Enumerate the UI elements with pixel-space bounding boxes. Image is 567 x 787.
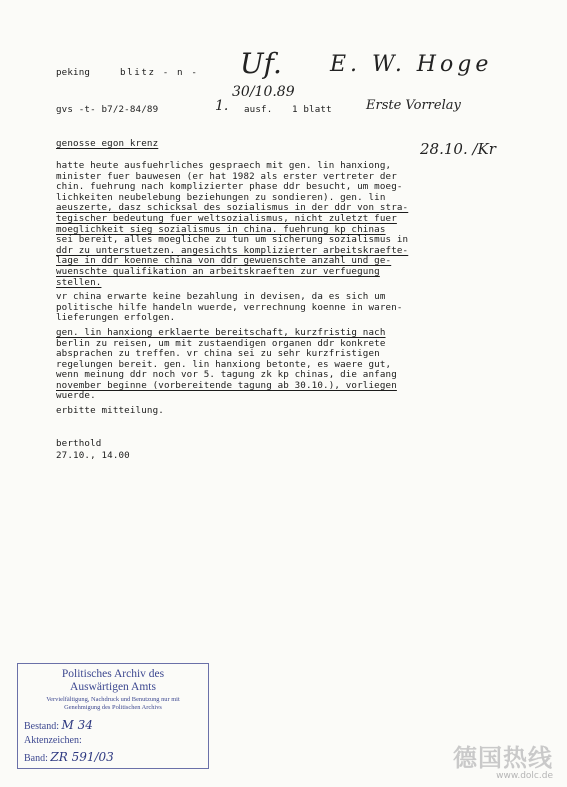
salutation: genosse egon krenz (56, 138, 159, 149)
body-line-text: berlin zu reisen, um mit zustaendigen organen ddr konkrete (56, 337, 386, 349)
stamp-notice (18, 696, 208, 712)
body-line (56, 278, 488, 289)
sender-name: berthold (56, 438, 102, 449)
body-line (56, 313, 488, 324)
header-priority: blitz - n - (120, 67, 199, 78)
body-line-text: lichkeiten neubelebung beziehungen zu sondieren). gen. lin (56, 191, 386, 203)
body-line (56, 381, 488, 392)
stamp-band-value: ZR 591/03 (50, 750, 114, 764)
body-line-text: aeuszerte, dasz schicksal des sozialismus in der ddr von stra- (56, 202, 409, 214)
body-line-text: ddr zu unterstuetzen. angesichts komplizierter arbeitskraefte- (56, 244, 409, 256)
stamp-line-1: Politisches Archiv des (61, 668, 165, 680)
handwritten-date: 30/10.89 (232, 84, 295, 100)
stamp-band-label: Band: (24, 753, 48, 764)
body-line (56, 161, 488, 172)
body-line-text: lieferungen erfolgen. (56, 312, 176, 324)
body-line-text: wuenschte qualifikation an arbeitskraeften zur verfuegung (56, 265, 380, 277)
body-line-text: wuerde. (56, 390, 96, 402)
body-line (56, 214, 488, 225)
watermark-chinese: 德国热线 (453, 744, 553, 772)
body-line-text: chin. fuehrung nach komplizierter phase ddr besucht, um moeg- (56, 181, 403, 193)
stamp-band (24, 750, 114, 764)
watermark (453, 738, 553, 781)
stamp-bestand-value: M 34 (61, 718, 93, 732)
handwritten-top-right-date: 28.10. /Kr (420, 140, 496, 158)
header-sheets: 1 blatt (292, 104, 332, 115)
body-line-text: erbitte mitteilung. (56, 405, 164, 417)
stamp-aktenzeichen-label: Aktenzeichen: (24, 735, 82, 746)
handwritten-note: Erste Vorrelay (366, 98, 461, 113)
body-line (56, 328, 488, 339)
body-line-text: gen. lin hanxiong erklaerte bereitschaft, kurzfristig nach (56, 326, 386, 338)
header-origin: peking (56, 67, 91, 78)
body-line-text: stellen. (56, 276, 102, 288)
handwritten-number: 1. (215, 98, 229, 114)
stamp-notice-1: Vervielfältigung, Nachdruck und Benutzung nur mit (46, 696, 180, 703)
handwritten-initial: Uf. (240, 47, 282, 80)
stamp-line-2: Auswärtigen Amts (70, 681, 156, 693)
body-line-text: lage in ddr koenne china von ddr gewuenschte anzahl und ge- (56, 255, 392, 267)
body-line-text: vr china erwarte keine bezahlung in devisen, da es sich um (56, 291, 386, 303)
body-line-text: regelungen bereit. gen. lin hanxiong betonte, es waere gut, (56, 358, 392, 370)
body-line-text: politische hilfe handeln wuerde, verrechnung koenne in waren- (56, 301, 403, 313)
sent-datetime: 27.10., 14.00 (56, 450, 130, 461)
body-line-text: moeglichkeit sieg sozialismus in china. fuehrung kp chinas (56, 223, 386, 235)
stamp-aktenzeichen (24, 735, 82, 746)
body-line (56, 406, 488, 417)
handwritten-signature: E. W. Hoge (330, 52, 493, 77)
telegram-body (56, 161, 488, 417)
sender-block (56, 438, 130, 462)
body-line (56, 267, 488, 278)
body-line-text: tegischer bedeutung fuer weltsozialismus, nicht zuletzt fuer (56, 212, 397, 224)
body-line (56, 391, 488, 402)
body-line-text: wenn meinung ddr noch vor 5. tagung zk kp chinas, die anfang (56, 369, 397, 381)
header-reference: gvs -t- b7/2-84/89 (56, 104, 159, 115)
body-line-text: hatte heute ausfuehrliches gespraech mit gen. lin hanxiong, (56, 160, 392, 171)
stamp-notice-2: Genehmigung des Politischen Archivs (64, 704, 162, 711)
header-copies: ausf. (244, 104, 273, 115)
body-line-text: sei bereit, alles moegliche zu tun um sicherung sozialismus in (56, 234, 409, 246)
archive-stamp (17, 663, 209, 769)
stamp-bestand-label: Bestand: (24, 721, 59, 732)
stamp-bestand (24, 718, 93, 732)
body-line-text: november beginne (vorbereitende tagung ab 30.10.), vorliegen (56, 379, 397, 391)
body-line-text: minister fuer bauwesen (er hat 1982 als erster vertreter der (56, 170, 397, 182)
watermark-url: www.dolc.de (496, 771, 553, 781)
body-line-text: absprachen zu treffen. vr china sei zu sehr kurzfristigen (56, 348, 380, 360)
